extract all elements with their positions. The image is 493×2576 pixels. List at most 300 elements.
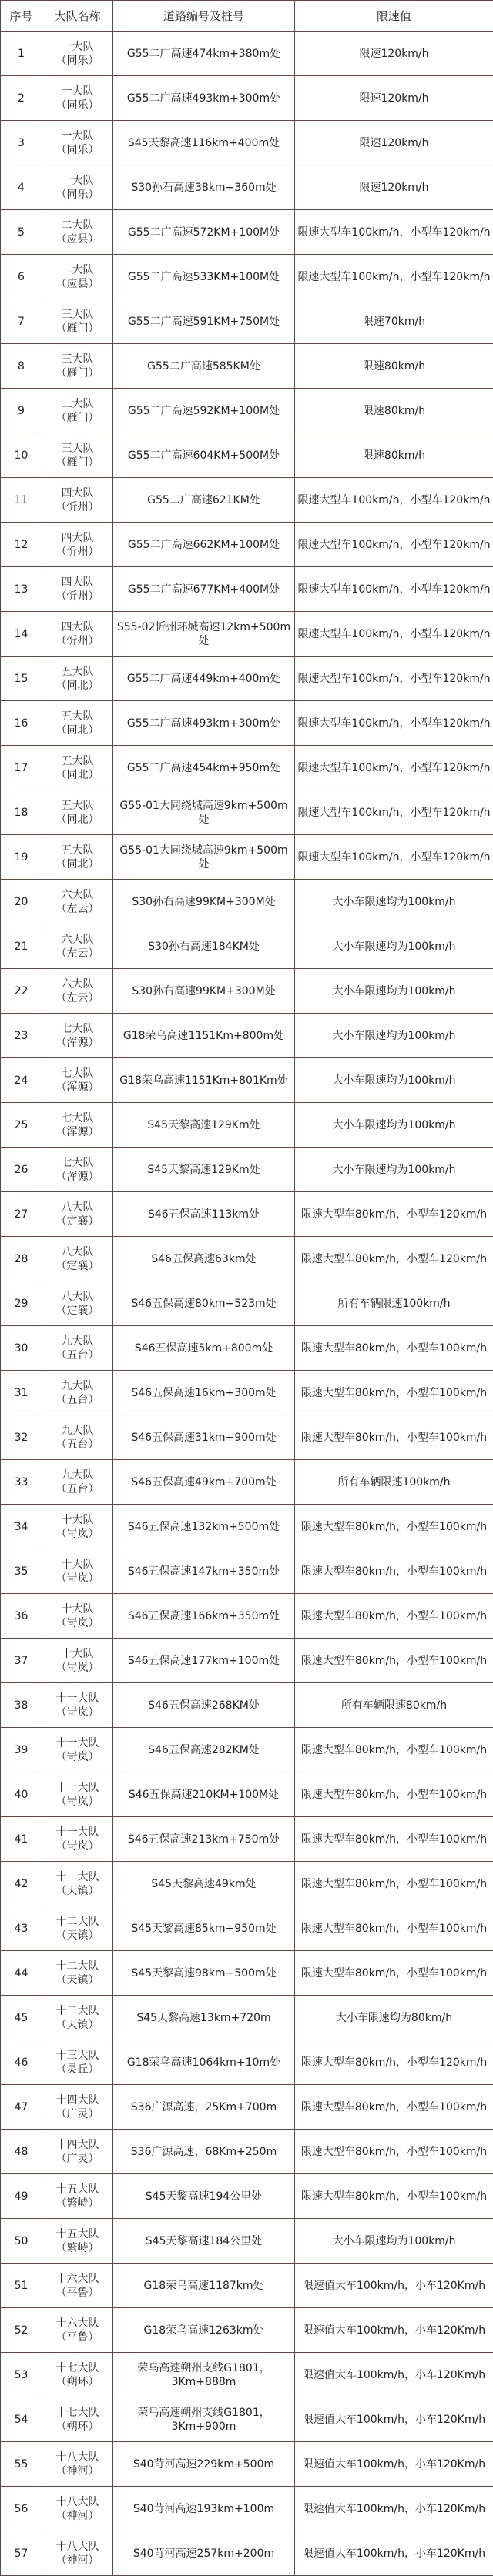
road-location: S46五保高速113km处 bbox=[113, 1192, 295, 1237]
road-location: S40苛河高速257km+200m bbox=[113, 2531, 295, 2576]
road-location: S46五保高速31km+900m处 bbox=[113, 1415, 295, 1460]
unit-place: （雁门） bbox=[45, 366, 110, 380]
unit-name: 十大队 bbox=[45, 1647, 110, 1661]
speed-limit: 所有车辆限速80km/h bbox=[295, 1683, 493, 1728]
unit-name: 十四大队 bbox=[45, 2138, 110, 2152]
unit-place: （浑源） bbox=[45, 1036, 110, 1050]
road-location: 荣乌高速朔州支线G1801，3Km+888m bbox=[113, 2353, 295, 2397]
unit-place: （雁门） bbox=[45, 411, 110, 425]
speed-limit: 大小车限速均为100km/h bbox=[295, 924, 493, 969]
road-location: S46五保高速213km+750m处 bbox=[113, 1817, 295, 1862]
row-index: 44 bbox=[1, 1951, 42, 1996]
unit-name: 二大队 bbox=[45, 219, 110, 232]
table-header-row bbox=[1, 1, 493, 32]
unit-place: （定襄） bbox=[45, 1259, 110, 1273]
unit-cell bbox=[42, 1371, 113, 1415]
row-index: 48 bbox=[1, 2130, 42, 2174]
speed-limit: 限速大型车80km/h，小型车100km/h bbox=[295, 1549, 493, 1594]
unit-place: （定襄） bbox=[45, 1214, 110, 1228]
speed-limit: 大小车限速均为100km/h bbox=[295, 880, 493, 924]
unit-cell bbox=[42, 612, 113, 657]
road-location: G55二广高速454km+950m处 bbox=[113, 746, 295, 790]
speed-limit: 限速大型车100km/h，小型车120km/h bbox=[295, 478, 493, 523]
unit-name: 十大队 bbox=[45, 1558, 110, 1572]
road-location: S30孙右高速184KM处 bbox=[113, 924, 295, 969]
unit-name: 十一大队 bbox=[45, 1736, 110, 1750]
table-row bbox=[1, 523, 493, 567]
speed-limit: 大小车限速均为100km/h bbox=[295, 1058, 493, 1103]
speed-limit: 限速大型车80km/h，小型车100km/h bbox=[295, 1505, 493, 1549]
unit-name: 七大队 bbox=[45, 1022, 110, 1036]
road-location: G55二广高速533KM+100M处 bbox=[113, 255, 295, 299]
unit-cell bbox=[42, 478, 113, 523]
table-row bbox=[1, 835, 493, 880]
unit-name: 八大队 bbox=[45, 1245, 110, 1259]
table-row bbox=[1, 1862, 493, 1906]
road-location: S45天黎高速194公里处 bbox=[113, 2174, 295, 2219]
table-row bbox=[1, 2130, 493, 2174]
road-location: S40苛河高速193km+100m bbox=[113, 2487, 295, 2531]
speed-limit: 限速值大车100km/h，小车120Km/h bbox=[295, 2442, 493, 2487]
unit-cell bbox=[42, 1951, 113, 1996]
unit-cell bbox=[42, 1996, 113, 2040]
unit-cell bbox=[42, 2219, 113, 2264]
speed-limit: 大小车限速均为100km/h bbox=[295, 2219, 493, 2264]
speed-limit: 限速120km/h bbox=[295, 32, 493, 76]
table-row bbox=[1, 1237, 493, 1281]
unit-cell bbox=[42, 1148, 113, 1192]
speed-limit: 限速大型车80km/h，小型车120km/h bbox=[295, 2040, 493, 2085]
table-row bbox=[1, 2487, 493, 2531]
row-index: 12 bbox=[1, 523, 42, 567]
speed-limit: 所有车辆限速100km/h bbox=[295, 1460, 493, 1505]
row-index: 5 bbox=[1, 210, 42, 255]
unit-cell bbox=[42, 880, 113, 924]
unit-name: 六大队 bbox=[45, 977, 110, 991]
road-location: S46五保高速147km+350m处 bbox=[113, 1549, 295, 1594]
speed-limit: 限速值大车100km/h，小车120Km/h bbox=[295, 2264, 493, 2308]
unit-name: 三大队 bbox=[45, 308, 110, 322]
row-index: 17 bbox=[1, 746, 42, 790]
speed-limit: 限速大型车80km/h，小型车100km/h bbox=[295, 2130, 493, 2174]
unit-place: （忻州） bbox=[45, 590, 110, 603]
table-row bbox=[1, 1728, 493, 1772]
table-row bbox=[1, 165, 493, 210]
speed-limit: 限速120km/h bbox=[295, 165, 493, 210]
row-index: 45 bbox=[1, 1996, 42, 2040]
row-index: 55 bbox=[1, 2442, 42, 2487]
unit-place: （同北） bbox=[45, 813, 110, 827]
unit-place: （忻州） bbox=[45, 500, 110, 514]
table-row bbox=[1, 2353, 493, 2397]
table-row bbox=[1, 210, 493, 255]
header-index: 序号 bbox=[1, 1, 42, 32]
table-row bbox=[1, 1772, 493, 1817]
unit-name: 一大队 bbox=[45, 129, 110, 143]
unit-place: （忻州） bbox=[45, 545, 110, 559]
unit-place: （朔环） bbox=[45, 2375, 110, 2389]
table-row bbox=[1, 1996, 493, 2040]
speed-limit: 限速120km/h bbox=[295, 76, 493, 121]
road-location: S45天黎高速116km+400m处 bbox=[113, 121, 295, 165]
unit-cell bbox=[42, 165, 113, 210]
row-index: 43 bbox=[1, 1906, 42, 1951]
speed-limit: 大小车限速均为80km/h bbox=[295, 1996, 493, 2040]
road-location: G55二广高速677KM+400M处 bbox=[113, 567, 295, 612]
unit-place: （应县） bbox=[45, 277, 110, 291]
row-index: 41 bbox=[1, 1817, 42, 1862]
table-row bbox=[1, 1906, 493, 1951]
unit-cell bbox=[42, 433, 113, 478]
unit-cell bbox=[42, 2397, 113, 2442]
speed-limit: 限速值大车100km/h，小车120Km/h bbox=[295, 2397, 493, 2442]
table-row bbox=[1, 299, 493, 344]
unit-cell bbox=[42, 1058, 113, 1103]
speed-limit: 限速大型车80km/h，小型车100km/h bbox=[295, 1594, 493, 1639]
unit-place: （五台） bbox=[45, 1482, 110, 1496]
row-index: 11 bbox=[1, 478, 42, 523]
row-index: 13 bbox=[1, 567, 42, 612]
unit-place: （浑源） bbox=[45, 1081, 110, 1094]
unit-name: 十六大队 bbox=[45, 2317, 110, 2330]
row-index: 39 bbox=[1, 1728, 42, 1772]
unit-cell bbox=[42, 76, 113, 121]
unit-place: （同北） bbox=[45, 679, 110, 693]
unit-name: 四大队 bbox=[45, 486, 110, 500]
speed-limit: 限速大型车80km/h，小型车120km/h bbox=[295, 1192, 493, 1237]
table-row bbox=[1, 2308, 493, 2353]
unit-name: 十五大队 bbox=[45, 2227, 110, 2241]
unit-place: （浑源） bbox=[45, 1170, 110, 1184]
row-index: 56 bbox=[1, 2487, 42, 2531]
road-location: G55二广高速604KM+500M处 bbox=[113, 433, 295, 478]
road-location: S30孙右高速99KM+300M处 bbox=[113, 880, 295, 924]
row-index: 36 bbox=[1, 1594, 42, 1639]
row-index: 49 bbox=[1, 2174, 42, 2219]
speed-limit: 限速大型车100km/h，小型车120km/h bbox=[295, 567, 493, 612]
speed-limit: 限速70km/h bbox=[295, 299, 493, 344]
table-row bbox=[1, 1505, 493, 1549]
road-location: S36广源高速，25Km+700m bbox=[113, 2085, 295, 2130]
unit-name: 九大队 bbox=[45, 1379, 110, 1393]
table-row bbox=[1, 1014, 493, 1058]
table-row bbox=[1, 1460, 493, 1505]
unit-cell bbox=[42, 1326, 113, 1371]
unit-name: 一大队 bbox=[45, 85, 110, 99]
header-unit: 大队名称 bbox=[42, 1, 113, 32]
road-location: G55二广高速662KM+100M处 bbox=[113, 523, 295, 567]
row-index: 10 bbox=[1, 433, 42, 478]
table-row bbox=[1, 701, 493, 746]
row-index: 2 bbox=[1, 76, 42, 121]
table-row bbox=[1, 880, 493, 924]
row-index: 33 bbox=[1, 1460, 42, 1505]
road-location: S45天黎高速13km+720m bbox=[113, 1996, 295, 2040]
unit-cell bbox=[42, 2264, 113, 2308]
speed-limit: 限速大型车100km/h，小型车120km/h bbox=[295, 612, 493, 657]
unit-cell bbox=[42, 32, 113, 76]
road-location: G18荣乌高速1263km处 bbox=[113, 2308, 295, 2353]
unit-cell bbox=[42, 657, 113, 701]
table-row bbox=[1, 1683, 493, 1728]
row-index: 51 bbox=[1, 2264, 42, 2308]
unit-place: （浑源） bbox=[45, 1125, 110, 1139]
road-location: S40苛河高速229km+500m bbox=[113, 2442, 295, 2487]
unit-place: （平鲁） bbox=[45, 2330, 110, 2344]
unit-name: 十一大队 bbox=[45, 1692, 110, 1706]
unit-place: （五台） bbox=[45, 1348, 110, 1362]
unit-name: 一大队 bbox=[45, 40, 110, 54]
unit-cell bbox=[42, 1594, 113, 1639]
unit-place: （神河） bbox=[45, 2464, 110, 2478]
unit-cell bbox=[42, 2085, 113, 2130]
unit-cell bbox=[42, 1505, 113, 1549]
unit-name: 六大队 bbox=[45, 888, 110, 902]
speed-limit: 限速大型车80km/h，小型车100km/h bbox=[295, 1951, 493, 1996]
speed-limit: 限速大型车100km/h，小型车120km/h bbox=[295, 255, 493, 299]
unit-place: （广灵） bbox=[45, 2152, 110, 2166]
road-location: S46五保高速177km+100m处 bbox=[113, 1639, 295, 1683]
unit-cell bbox=[42, 1281, 113, 1326]
table-row bbox=[1, 1103, 493, 1148]
road-location: S46五保高速210KM+100M处 bbox=[113, 1772, 295, 1817]
table-row bbox=[1, 790, 493, 835]
unit-place: （朔环） bbox=[45, 2420, 110, 2434]
road-location: G55二广高速585KM处 bbox=[113, 344, 295, 389]
road-location: G18荣乌高速1064km+10m处 bbox=[113, 2040, 295, 2085]
unit-place: （同北） bbox=[45, 723, 110, 737]
speed-limit: 限速80km/h bbox=[295, 389, 493, 433]
unit-cell bbox=[42, 1862, 113, 1906]
speed-limit: 限速大型车100km/h，小型车120km/h bbox=[295, 746, 493, 790]
row-index: 40 bbox=[1, 1772, 42, 1817]
unit-place: （天镇） bbox=[45, 1884, 110, 1898]
speed-limit: 限速值大车100km/h，小车120Km/h bbox=[295, 2353, 493, 2397]
speed-limit: 大小车限速均为100km/h bbox=[295, 1014, 493, 1058]
unit-name: 一大队 bbox=[45, 174, 110, 188]
table-row bbox=[1, 2264, 493, 2308]
speed-limit: 所有车辆限速100km/h bbox=[295, 1281, 493, 1326]
unit-name: 二大队 bbox=[45, 263, 110, 277]
row-index: 3 bbox=[1, 121, 42, 165]
road-location: S30孙右高速99KM+300M处 bbox=[113, 969, 295, 1014]
road-location: G18荣乌高速1151Km+801Km处 bbox=[113, 1058, 295, 1103]
road-location: G18荣乌高速1151Km+800m处 bbox=[113, 1014, 295, 1058]
table-row bbox=[1, 746, 493, 790]
unit-name: 九大队 bbox=[45, 1335, 110, 1348]
speed-limit: 限速值大车100km/h，小车120Km/h bbox=[295, 2308, 493, 2353]
unit-name: 十三大队 bbox=[45, 2049, 110, 2063]
unit-place: （左云） bbox=[45, 947, 110, 961]
road-location: S46五保高速80km+523m处 bbox=[113, 1281, 295, 1326]
unit-name: 五大队 bbox=[45, 844, 110, 857]
unit-name: 十一大队 bbox=[45, 1826, 110, 1839]
unit-place: （雁门） bbox=[45, 456, 110, 469]
speed-limit: 限速大型车80km/h，小型车100km/h bbox=[295, 1772, 493, 1817]
row-index: 25 bbox=[1, 1103, 42, 1148]
table-row bbox=[1, 32, 493, 76]
speed-limit: 限速大型车100km/h，小型车120km/h bbox=[295, 790, 493, 835]
unit-place: （同北） bbox=[45, 857, 110, 871]
unit-name: 十一大队 bbox=[45, 1781, 110, 1795]
row-index: 28 bbox=[1, 1237, 42, 1281]
speed-limit: 大小车限速均为100km/h bbox=[295, 969, 493, 1014]
road-location: 荣乌高速朔州支线G1801，3Km+900m bbox=[113, 2397, 295, 2442]
unit-cell bbox=[42, 2174, 113, 2219]
speed-limit: 限速大型车80km/h，小型车100km/h bbox=[295, 1415, 493, 1460]
unit-cell bbox=[42, 1728, 113, 1772]
unit-cell bbox=[42, 2487, 113, 2531]
unit-place: （岢岚） bbox=[45, 1839, 110, 1853]
speed-limit: 限速大型车80km/h，小型车100km/h bbox=[295, 1862, 493, 1906]
table-row bbox=[1, 567, 493, 612]
road-location: S45天黎高速129Km处 bbox=[113, 1103, 295, 1148]
road-location: G55-01大同绕城高速9km+500m处 bbox=[113, 835, 295, 880]
road-location: G18荣乌高速1187km处 bbox=[113, 2264, 295, 2308]
road-location: S45天黎高速129Km处 bbox=[113, 1148, 295, 1192]
row-index: 7 bbox=[1, 299, 42, 344]
speed-limit: 限速大型车80km/h，小型车100km/h bbox=[295, 1371, 493, 1415]
unit-name: 十大队 bbox=[45, 1602, 110, 1616]
unit-cell bbox=[42, 1683, 113, 1728]
table-row bbox=[1, 389, 493, 433]
unit-place: （雁门） bbox=[45, 322, 110, 336]
unit-place: （同北） bbox=[45, 768, 110, 782]
unit-cell bbox=[42, 255, 113, 299]
unit-name: 十二大队 bbox=[45, 1915, 110, 1929]
table-row bbox=[1, 2397, 493, 2442]
row-index: 27 bbox=[1, 1192, 42, 1237]
unit-cell bbox=[42, 1103, 113, 1148]
speed-limit: 限速大型车80km/h，小型车100km/h bbox=[295, 2085, 493, 2130]
unit-place: （同乐） bbox=[45, 143, 110, 157]
unit-cell bbox=[42, 1014, 113, 1058]
speed-limit: 限速大型车80km/h，小型车100km/h bbox=[295, 1728, 493, 1772]
table-row bbox=[1, 478, 493, 523]
table-row bbox=[1, 76, 493, 121]
unit-cell bbox=[42, 2040, 113, 2085]
unit-name: 十八大队 bbox=[45, 2540, 110, 2554]
unit-name: 五大队 bbox=[45, 665, 110, 679]
unit-name: 八大队 bbox=[45, 1290, 110, 1304]
row-index: 4 bbox=[1, 165, 42, 210]
unit-place: （广灵） bbox=[45, 2107, 110, 2121]
road-location: G55二广高速493km+300m处 bbox=[113, 701, 295, 746]
unit-name: 三大队 bbox=[45, 397, 110, 411]
unit-cell bbox=[42, 389, 113, 433]
unit-place: （神河） bbox=[45, 2554, 110, 2568]
row-index: 46 bbox=[1, 2040, 42, 2085]
table-row bbox=[1, 657, 493, 701]
row-index: 9 bbox=[1, 389, 42, 433]
row-index: 47 bbox=[1, 2085, 42, 2130]
road-location: S45天黎高速98km+500m处 bbox=[113, 1951, 295, 1996]
table-row bbox=[1, 1148, 493, 1192]
row-index: 52 bbox=[1, 2308, 42, 2353]
speed-limit: 限速大型车80km/h，小型车100km/h bbox=[295, 1817, 493, 1862]
unit-cell bbox=[42, 210, 113, 255]
unit-place: （同乐） bbox=[45, 99, 110, 112]
unit-place: （岢岚） bbox=[45, 1572, 110, 1585]
unit-name: 十二大队 bbox=[45, 1870, 110, 1884]
table-row bbox=[1, 1371, 493, 1415]
unit-cell bbox=[42, 2442, 113, 2487]
unit-place: （岢岚） bbox=[45, 1795, 110, 1809]
table-row bbox=[1, 433, 493, 478]
unit-cell bbox=[42, 1817, 113, 1862]
unit-name: 十五大队 bbox=[45, 2183, 110, 2197]
unit-place: （天镇） bbox=[45, 1973, 110, 1987]
unit-name: 七大队 bbox=[45, 1111, 110, 1125]
row-index: 21 bbox=[1, 924, 42, 969]
table-row bbox=[1, 1549, 493, 1594]
unit-place: （神河） bbox=[45, 2509, 110, 2523]
table-row bbox=[1, 1594, 493, 1639]
road-location: G55二广高速474km+380m处 bbox=[113, 32, 295, 76]
speed-limit: 限速大型车80km/h，小型车100km/h bbox=[295, 2174, 493, 2219]
road-location: G55二广高速592KM+100M处 bbox=[113, 389, 295, 433]
speed-limit: 限速大型车100km/h，小型车120km/h bbox=[295, 210, 493, 255]
speed-limit: 限速值大车100km/h，小车120Km/h bbox=[295, 2531, 493, 2576]
row-index: 31 bbox=[1, 1371, 42, 1415]
road-location: S46五保高速16km+300m处 bbox=[113, 1371, 295, 1415]
road-location: S36广源高速，68Km+250m bbox=[113, 2130, 295, 2174]
table-row bbox=[1, 2442, 493, 2487]
row-index: 22 bbox=[1, 969, 42, 1014]
road-location: S45天黎高速49km处 bbox=[113, 1862, 295, 1906]
unit-place: （繁峙） bbox=[45, 2197, 110, 2210]
speed-limit: 限速大型车100km/h，小型车120km/h bbox=[295, 835, 493, 880]
speed-limit: 限速值大车100km/h，小车120Km/h bbox=[295, 2487, 493, 2531]
table-row bbox=[1, 2219, 493, 2264]
unit-cell bbox=[42, 1460, 113, 1505]
unit-name: 八大队 bbox=[45, 1201, 110, 1214]
speed-limit: 限速80km/h bbox=[295, 344, 493, 389]
table-row bbox=[1, 1192, 493, 1237]
row-index: 32 bbox=[1, 1415, 42, 1460]
unit-cell bbox=[42, 835, 113, 880]
row-index: 29 bbox=[1, 1281, 42, 1326]
row-index: 1 bbox=[1, 32, 42, 76]
unit-cell bbox=[42, 924, 113, 969]
speed-limit: 限速大型车100km/h，小型车120km/h bbox=[295, 701, 493, 746]
road-location: S30孙石高速38km+360m处 bbox=[113, 165, 295, 210]
speed-limit: 限速大型车80km/h，小型车100km/h bbox=[295, 1326, 493, 1371]
unit-place: （岢岚） bbox=[45, 1527, 110, 1541]
speed-limit: 大小车限速均为100km/h bbox=[295, 1148, 493, 1192]
unit-cell bbox=[42, 344, 113, 389]
row-index: 35 bbox=[1, 1549, 42, 1594]
unit-name: 十八大队 bbox=[45, 2451, 110, 2464]
unit-cell bbox=[42, 2308, 113, 2353]
unit-name: 十六大队 bbox=[45, 2272, 110, 2286]
road-location: S46五保高速166km+350m处 bbox=[113, 1594, 295, 1639]
table-row bbox=[1, 2174, 493, 2219]
unit-name: 四大队 bbox=[45, 576, 110, 590]
row-index: 14 bbox=[1, 612, 42, 657]
unit-place: （左云） bbox=[45, 991, 110, 1005]
unit-place: （岢岚） bbox=[45, 1706, 110, 1719]
unit-name: 五大队 bbox=[45, 710, 110, 723]
unit-name: 三大队 bbox=[45, 442, 110, 456]
unit-place: （灵丘） bbox=[45, 2063, 110, 2077]
row-index: 34 bbox=[1, 1505, 42, 1549]
unit-place: （繁峙） bbox=[45, 2241, 110, 2255]
unit-name: 五大队 bbox=[45, 754, 110, 768]
table-row bbox=[1, 1817, 493, 1862]
unit-place: （五台） bbox=[45, 1438, 110, 1452]
unit-cell bbox=[42, 1549, 113, 1594]
